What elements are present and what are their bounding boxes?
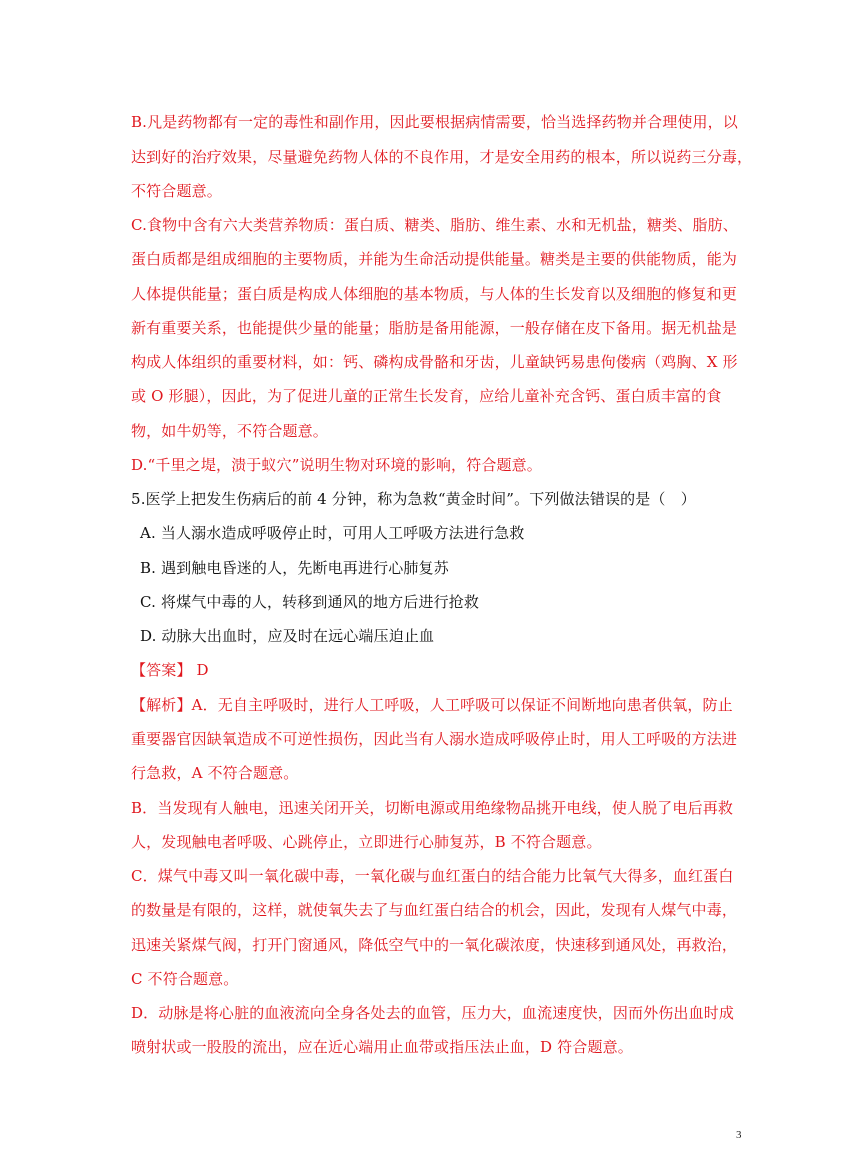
- analysis-c-line-2: 蛋白质都是组成细胞的主要物质，并能为生命活动提供能量。糖类是主要的供能物质，能为: [131, 250, 738, 268]
- q5-analysis-c-line-4: C 不符合题意。: [131, 970, 239, 988]
- question-5-option-b: B. 遇到触电昏迷的人，先断电再进行心肺复苏: [140, 559, 449, 577]
- analysis-b-line-3: 不符合题意。: [131, 182, 222, 200]
- q5-analysis-c-line-2: 的数量是有限的，这样，就使氧失去了与血红蛋白结合的机会，因此，发现有人煤气中毒，: [131, 901, 738, 919]
- q5-analysis-a-line-1: 【解析】A．无自主呼吸时，进行人工呼吸，人工呼吸可以保证不间断地向患者供氧，防止: [131, 696, 733, 714]
- question-5-option-c: C. 将煤气中毒的人，转移到通风的地方后进行抢救: [140, 593, 480, 611]
- analysis-c-line-7: 物，如牛奶等，不符合题意。: [131, 422, 328, 440]
- q5-analysis-b-line-1: B．当发现有人触电，迅速关闭开关，切断电源或用绝缘物品挑开电线，使人脱了电后再救: [131, 799, 734, 817]
- answer-line: 【答案】 D: [131, 661, 209, 679]
- analysis-c-line-4: 新有重要关系，也能提供少量的能量；脂肪是备用能源，一般存储在皮下备用。据无机盐是: [131, 319, 738, 337]
- page-number: 3: [736, 1129, 742, 1141]
- q5-analysis-c-line-1: C．煤气中毒又叫一氧化碳中毒，一氧化碳与血红蛋白的结合能力比氧气大得多，血红蛋白: [131, 867, 734, 885]
- question-5-option-d: D. 动脉大出血时，应及时在远心端压迫止血: [140, 627, 435, 645]
- analysis-c-line-6: 或 O 形腿），因此，为了促进儿童的正常生长发育，应给儿童补充含钙、蛋白质丰富的食: [131, 387, 722, 405]
- analysis-c-line-1: C.食物中含有六大类营养物质：蛋白质、糖类、脂肪、维生素、水和无机盐，糖类、脂肪、: [131, 216, 738, 234]
- analysis-c-line-5: 构成人体组织的重要材料，如：钙、磷构成骨骼和牙齿，儿童缺钙易患佝偻病（鸡胸、X 形: [131, 353, 738, 371]
- q5-analysis-d-line-2: 喷射状或一股股的流出，应在近心端用止血带或指压法止血，D 符合题意。: [131, 1038, 633, 1056]
- q5-analysis-c-line-3: 迅速关紧煤气阀，打开门窗通风，降低空气中的一氧化碳浓度，快速移到通风处，再救治，: [131, 936, 738, 954]
- q5-analysis-a-line-3: 行急救，A 不符合题意。: [131, 764, 299, 782]
- analysis-b-line-1: B.凡是药物都有一定的毒性和副作用，因此要根据病情需要，恰当选择药物并合理使用，以: [131, 113, 738, 131]
- analysis-d-line-1: D.“千里之堤，溃于蚁穴”说明生物对环境的影响，符合题意。: [131, 456, 542, 474]
- q5-analysis-a-line-2: 重要器官因缺氧造成不可逆性损伤，因此当有人溺水造成呼吸停止时，用人工呼吸的方法进: [131, 730, 738, 748]
- analysis-c-line-3: 人体提供能量；蛋白质是构成人体细胞的基本物质，与人体的生长发育以及细胞的修复和更: [131, 285, 738, 303]
- q5-analysis-b-line-2: 人，发现触电者呼吸、心跳停止，立即进行心肺复苏，B 不符合题意。: [131, 833, 602, 851]
- analysis-b-line-2: 达到好的治疗效果，尽量避免药物人体的不良作用，才是安全用药的根本，所以说药三分毒，: [131, 148, 753, 166]
- q5-analysis-d-line-1: D．动脉是将心脏的血液流向全身各处去的血管，压力大，血流速度快，因而外伤出血时成: [131, 1004, 735, 1022]
- question-5-option-a: A. 当人溺水造成呼吸停止时，可用人工呼吸方法进行急救: [140, 524, 525, 542]
- question-5-stem: 5.医学上把发生伤病后的前 4 分钟，称为急救“黄金时间”。下列做法错误的是（ ）: [131, 490, 696, 508]
